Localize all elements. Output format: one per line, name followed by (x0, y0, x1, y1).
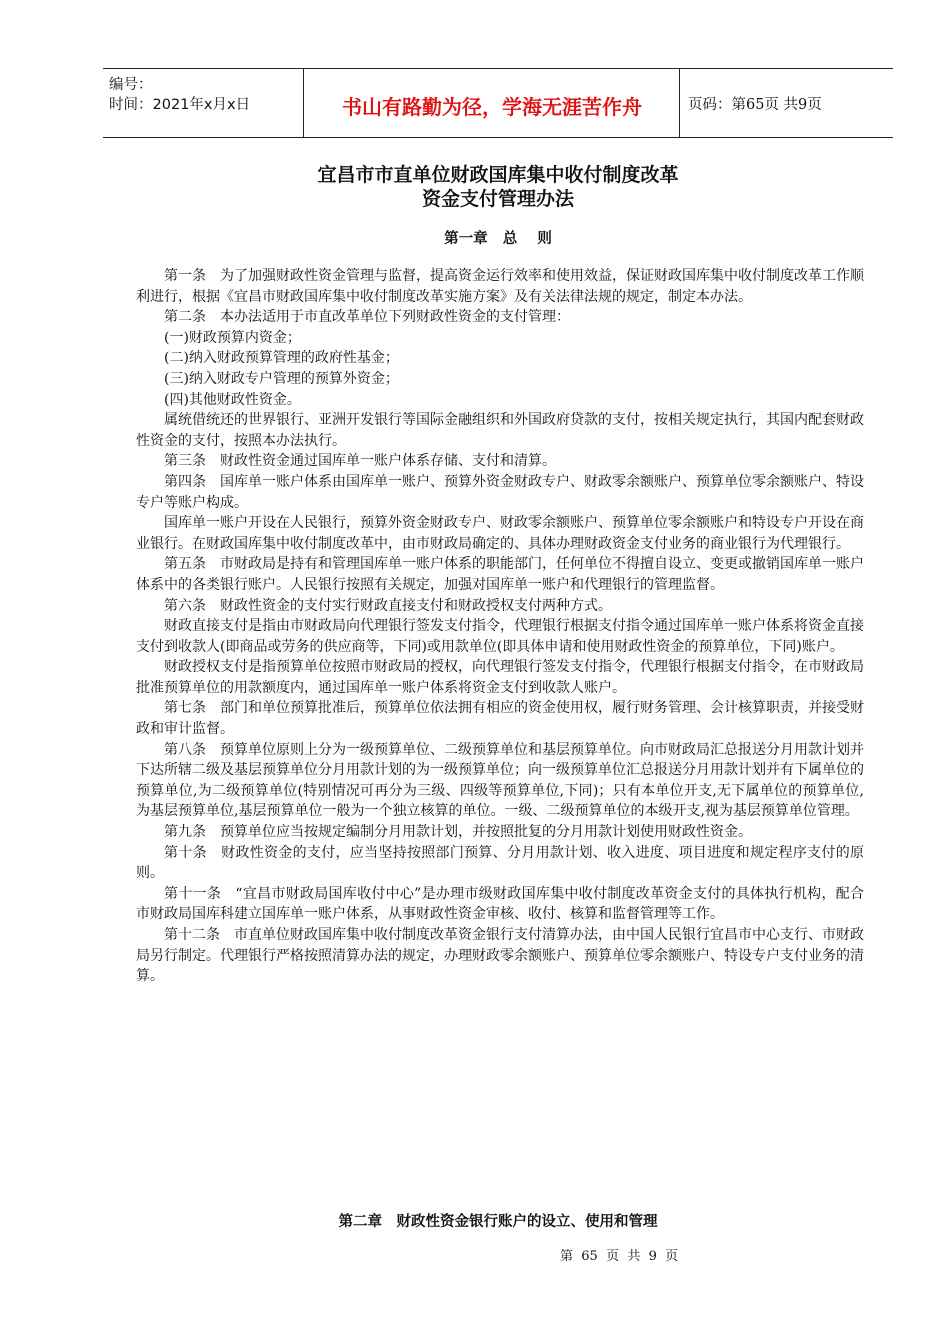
paragraph: 财政直接支付是指由市财政局向代理银行签发支付指令，代理银行根据支付指令通过国库单一账户体系将资金直接支付到收款人(即商品或劳务的供应商等，下同)或用款单位(即具体申请和使用财政性资金的预算单位，下同)账户。 (136, 618, 864, 655)
paragraph: 国库单一账户开设在人民银行，预算外资金财政专户、财政零余额账户、预算单位零余额账户和特设专户开设在商业银行。在财政国库集中收付制度改革中，由市财政局确定的、具体办理财政资金支付业务的商业银行为代理银行。 (136, 515, 864, 552)
document-title-line-1: 宜昌市市直单位财政国库集中收付制度改革 (317, 164, 679, 186)
document-body (136, 266, 864, 987)
motto-text: 书山有路勤为径，学海无涯苦作舟 (342, 95, 642, 119)
document-number-label: 编号： (109, 77, 153, 93)
paragraph: 第七条 部门和单位预算批准后，预算单位依法拥有相应的资金使用权，履行财务管理、会计核算职责，并接受财政和审计监督。 (136, 700, 864, 738)
paragraph: 第十二条 市直单位财政国库集中收付制度改革资金银行支付清算办法，由中国人民银行宜昌市中心支行、市财政局另行制定。代理银行严格按照清算办法的规定，办理财政零余额账户、预算单位零余额账户、特设专户支付业务的清算。 (136, 927, 864, 985)
list-item: (四)其他财政性资金。 (164, 391, 301, 408)
header-info-cell (103, 69, 304, 137)
document-title-line-2: 资金支付管理办法 (421, 188, 574, 210)
paragraph: 第九条 预算单位应当按规定编制分月用款计划，并按照批复的分月用款计划使用财政性资金。 (164, 824, 752, 841)
list-item: (一)财政预算内资金； (164, 329, 301, 346)
chapter-2-heading: 第二章 财政性资金银行账户的设立、使用和管理 (338, 1214, 658, 1230)
chapter-1-heading: 第一章 总 则 (444, 231, 552, 247)
header-motto-cell (304, 69, 680, 137)
paragraph: 第二条 本办法适用于市直改革单位下列财政性资金的支付管理： (164, 309, 570, 326)
list-item: (二)纳入财政预算管理的政府性基金； (164, 350, 399, 367)
list-item: (三)纳入财政专户管理的预算外资金； (164, 370, 399, 387)
paragraph: 第一条 为了加强财政性资金管理与监督，提高资金运行效率和使用效益，保证财政国库集中收付制度改革工作顺利进行，根据《宜昌市财政国库集中收付制度改革实施方案》及有关法律法规的规定，制定本办法。 (136, 268, 864, 305)
document-time-label: 时间：2021年x月x日 (109, 97, 251, 113)
header-page-cell (680, 69, 893, 137)
paragraph: 第四条 国库单一账户体系由国库单一账户、预算外资金财政专户、财政零余额账户、预算单位零余额账户、特设专户等账户构成。 (136, 473, 864, 511)
paragraph: 第五条 市财政局是持有和管理国库单一账户体系的职能部门，任何单位不得擅自设立、变更或撤销国库单一账户体系中的各类银行账户。人民银行按照有关规定，加强对国库单一账户和代理银行的管理监督。 (136, 556, 864, 593)
paragraph: 第十一条 “宜昌市财政局国库收付中心”是办理市级财政国库集中收付制度改革资金支付的具体执行机构，配合市财政局国库科建立国库单一账户体系，从事财政性资金审核、收付、核算和监督管理等工作。 (136, 885, 864, 923)
paragraph: 属统借统还的世界银行、亚洲开发银行等国际金融组织和外国政府贷款的支付，按相关规定执行，其国内配套财政性资金的支付，按照本办法执行。 (136, 412, 864, 449)
paragraph: 第十条 财政性资金的支付，应当坚持按照部门预算、分月用款计划、收入进度、项目进度和规定程序支付的原则。 (136, 844, 864, 882)
page-code: 页码：第65页 共9页 (688, 97, 822, 113)
paragraph: 第三条 财政性资金通过国库单一账户体系存储、支付和清算。 (164, 453, 556, 470)
paragraph: 第六条 财政性资金的支付实行财政直接支付和财政授权支付两种方式。 (164, 597, 612, 614)
document-header-table (103, 68, 893, 138)
paragraph: 财政授权支付是指预算单位按照市财政局的授权，向代理银行签发支付指令，代理银行根据支付指令，在市财政局批准预算单位的用款额度内，通过国库单一账户体系将资金支付到收款人账户。 (136, 659, 864, 696)
paragraph: 第八条 预算单位原则上分为一级预算单位、二级预算单位和基层预算单位。向市财政局汇总报送分月用款计划并下达所辖二级及基层预算单位分月用款计划的为一级预算单位；向一级预算单位汇总报送分月用款计划并有下属单位的预算单位,为二级预算单位(特别情况可再分为三级、四级等预算单位,下同)；只有本单位开支,无下属单位的预算单位,为基层预算单位,基层预算单位一般为一个独立核算的单位。一级、二级预算单位的本级开支,视为基层预算单位管理。 (136, 741, 864, 820)
page-footer: 第 65 页 共 9 页 (560, 1249, 679, 1264)
